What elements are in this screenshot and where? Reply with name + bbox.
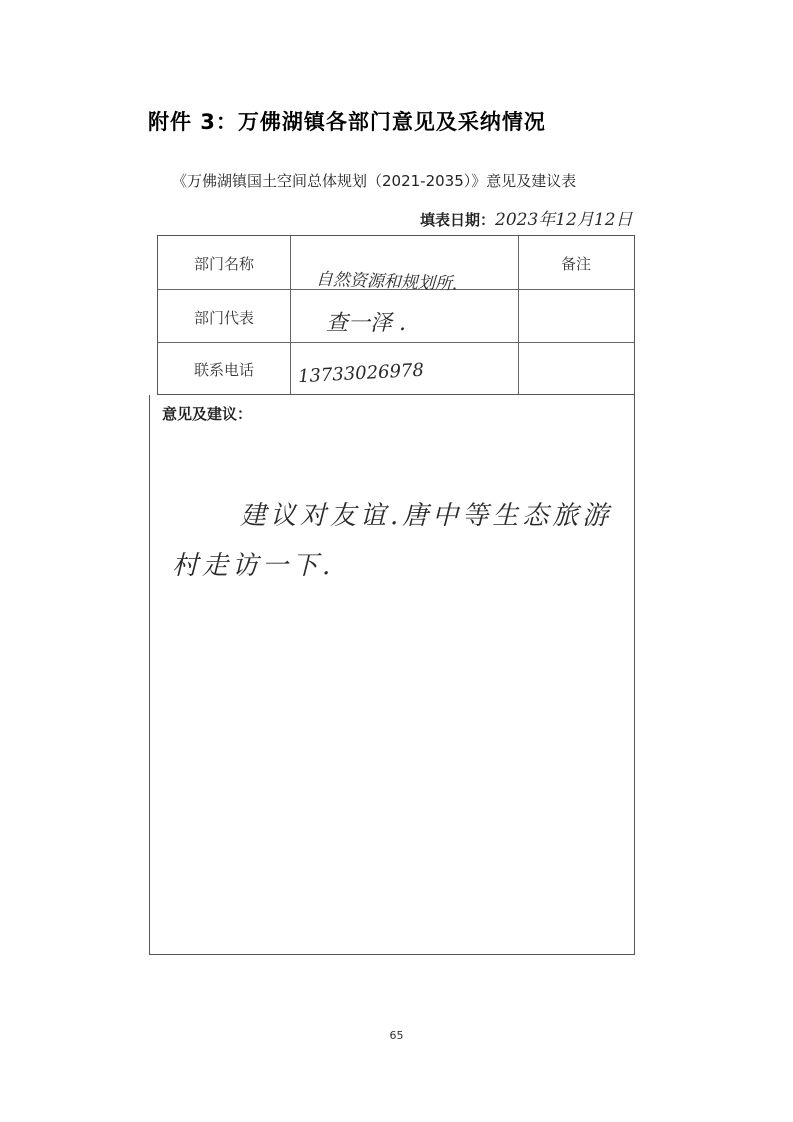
fill-date-value: 2023年12月12日 (495, 210, 633, 230)
form-title: 《万佛湖镇国土空间总体规划（2021-2035）》意见及建议表 (172, 172, 577, 190)
remarks-label: 备注 (560, 255, 591, 273)
dept-rep-label: 部门代表 (193, 309, 254, 327)
fill-date-label: 填表日期： (420, 211, 496, 229)
table-divider (158, 342, 634, 343)
opinion-box (149, 395, 635, 955)
dept-name-value: 自然资源和规划所. (315, 269, 458, 295)
fill-date (420, 205, 633, 230)
opinion-label: 意见及建议： (162, 405, 253, 423)
table-divider (290, 236, 291, 394)
dept-rep-value: 查一泽 . (326, 311, 406, 336)
opinion-line-2: 村走访一下. (172, 551, 335, 581)
opinion-line-1: 建议对友谊.唐中等生态旅游 (240, 501, 613, 531)
page-number: 65 (389, 1029, 404, 1042)
phone-label: 联系电话 (193, 361, 254, 379)
attachment-title: 附件 3：万佛湖镇各部门意见及采纳情况 (148, 110, 546, 134)
dept-name-label: 部门名称 (193, 255, 254, 273)
phone-value: 13733026978 (297, 359, 425, 388)
info-table (157, 235, 635, 395)
